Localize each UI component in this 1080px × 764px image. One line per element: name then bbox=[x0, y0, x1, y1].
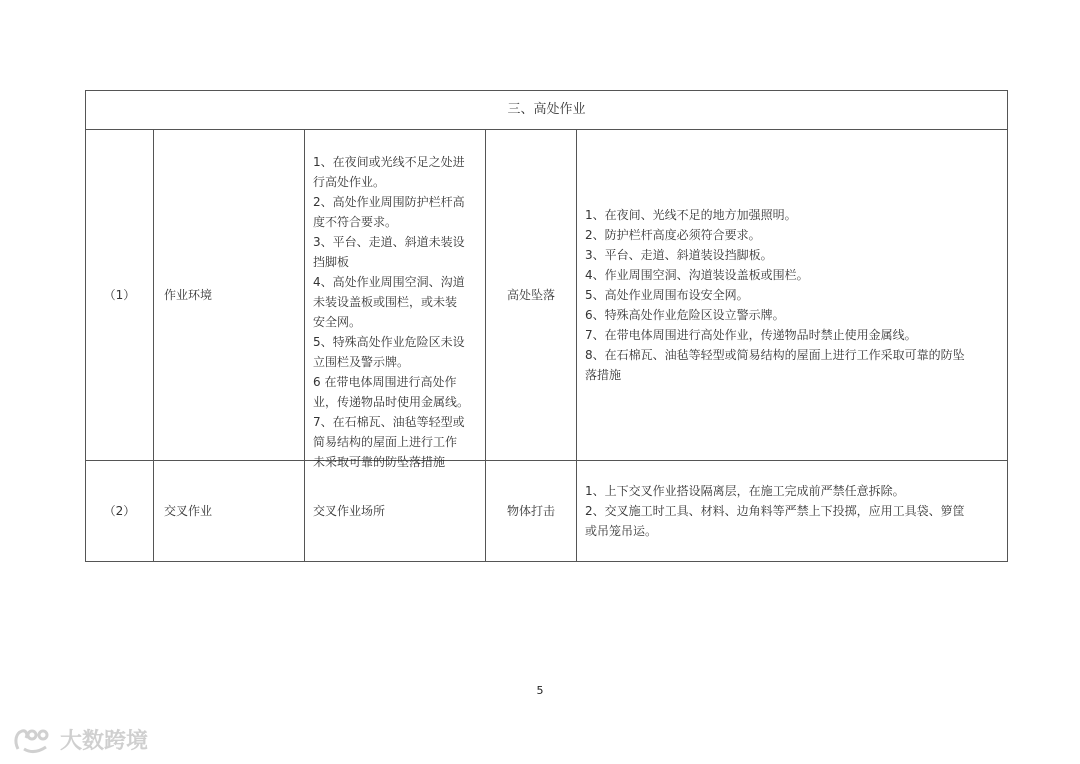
page-number: 5 bbox=[536, 684, 544, 697]
text-line: 未采取可靠的防坠落措施 bbox=[313, 455, 446, 469]
risk-cell: 物体打击 bbox=[486, 461, 577, 562]
section-title: 三、高处作业 bbox=[86, 91, 1008, 130]
measures-cell bbox=[577, 130, 1008, 461]
text-line: 5、高处作业周围布设安全网。 bbox=[585, 288, 749, 302]
row-category: 作业环境 bbox=[154, 130, 305, 461]
text-line: 2、高处作业周围防护栏杆高 bbox=[313, 195, 465, 209]
text-line: 7、在带电体周围进行高处作业，传递物品时禁止使用金属线。 bbox=[585, 328, 917, 342]
hazard-lines bbox=[313, 130, 477, 472]
text-line: 6 在带电体周围进行高处作 bbox=[313, 375, 457, 389]
risk-cell: 高处坠落 bbox=[486, 130, 577, 461]
text-line: 2、防护栏杆高度必须符合要求。 bbox=[585, 228, 761, 242]
measures-cell bbox=[577, 461, 1008, 562]
text-line: 交叉作业场所 bbox=[313, 504, 386, 518]
text-line: 安全网。 bbox=[313, 315, 362, 329]
hazard-table bbox=[85, 90, 1008, 562]
text-line: 7、在石棉瓦、油毡等轻型或 bbox=[313, 415, 465, 429]
text-line: 行高处作业。 bbox=[313, 175, 386, 189]
text-line: 简易结构的屋面上进行工作 bbox=[313, 435, 458, 449]
text-line: 8、在石棉瓦、油毡等轻型或简易结构的屋面上进行工作采取可靠的防坠 bbox=[585, 348, 965, 362]
text-line: 立围栏及警示牌。 bbox=[313, 355, 410, 369]
hazard-cell bbox=[305, 130, 486, 469]
watermark bbox=[12, 724, 148, 755]
watermark-text: 大数跨境 bbox=[60, 729, 149, 754]
text-line: 业，传递物品时使用金属线。 bbox=[313, 395, 470, 409]
table-row bbox=[86, 130, 1008, 461]
text-line: 2、交叉施工时工具、材料、边角料等严禁上下投掷，应用工具袋、箩筐 bbox=[585, 504, 965, 518]
row-index: （1） bbox=[86, 130, 154, 461]
table-title-row bbox=[86, 91, 1008, 130]
watermark-logo-icon bbox=[12, 725, 56, 755]
text-line: 1、在夜间或光线不足之处进 bbox=[313, 155, 465, 169]
text-line: 4、作业周围空洞、沟道装设盖板或围栏。 bbox=[585, 268, 809, 282]
text-line: 6、特殊高处作业危险区设立警示牌。 bbox=[585, 308, 785, 322]
text-line: 3、平台、走道、斜道装设挡脚板。 bbox=[585, 248, 773, 262]
text-line: 1、上下交叉作业搭设隔离层，在施工完成前严禁任意拆除。 bbox=[585, 484, 905, 498]
row-index: （2） bbox=[86, 461, 154, 562]
hazard-cell bbox=[305, 461, 486, 562]
measure-lines bbox=[577, 481, 1007, 541]
hazard-lines bbox=[305, 501, 485, 521]
text-line: 挡脚板 bbox=[313, 255, 350, 269]
text-line: 3、平台、走道、斜道未装设 bbox=[313, 235, 465, 249]
text-line: 5、特殊高处作业危险区未设 bbox=[313, 335, 465, 349]
text-line: 未装设盖板或围栏，或未装 bbox=[313, 295, 458, 309]
text-line: 或吊笼吊运。 bbox=[585, 524, 658, 538]
text-line: 1、在夜间、光线不足的地方加强照明。 bbox=[585, 208, 797, 222]
row-category: 交叉作业 bbox=[154, 461, 305, 562]
text-line: 4、高处作业周围空洞、沟道 bbox=[313, 275, 465, 289]
text-line: 度不符合要求。 bbox=[313, 215, 398, 229]
table-row bbox=[86, 461, 1008, 562]
measure-lines bbox=[577, 205, 1007, 385]
text-line: 落措施 bbox=[585, 368, 622, 382]
